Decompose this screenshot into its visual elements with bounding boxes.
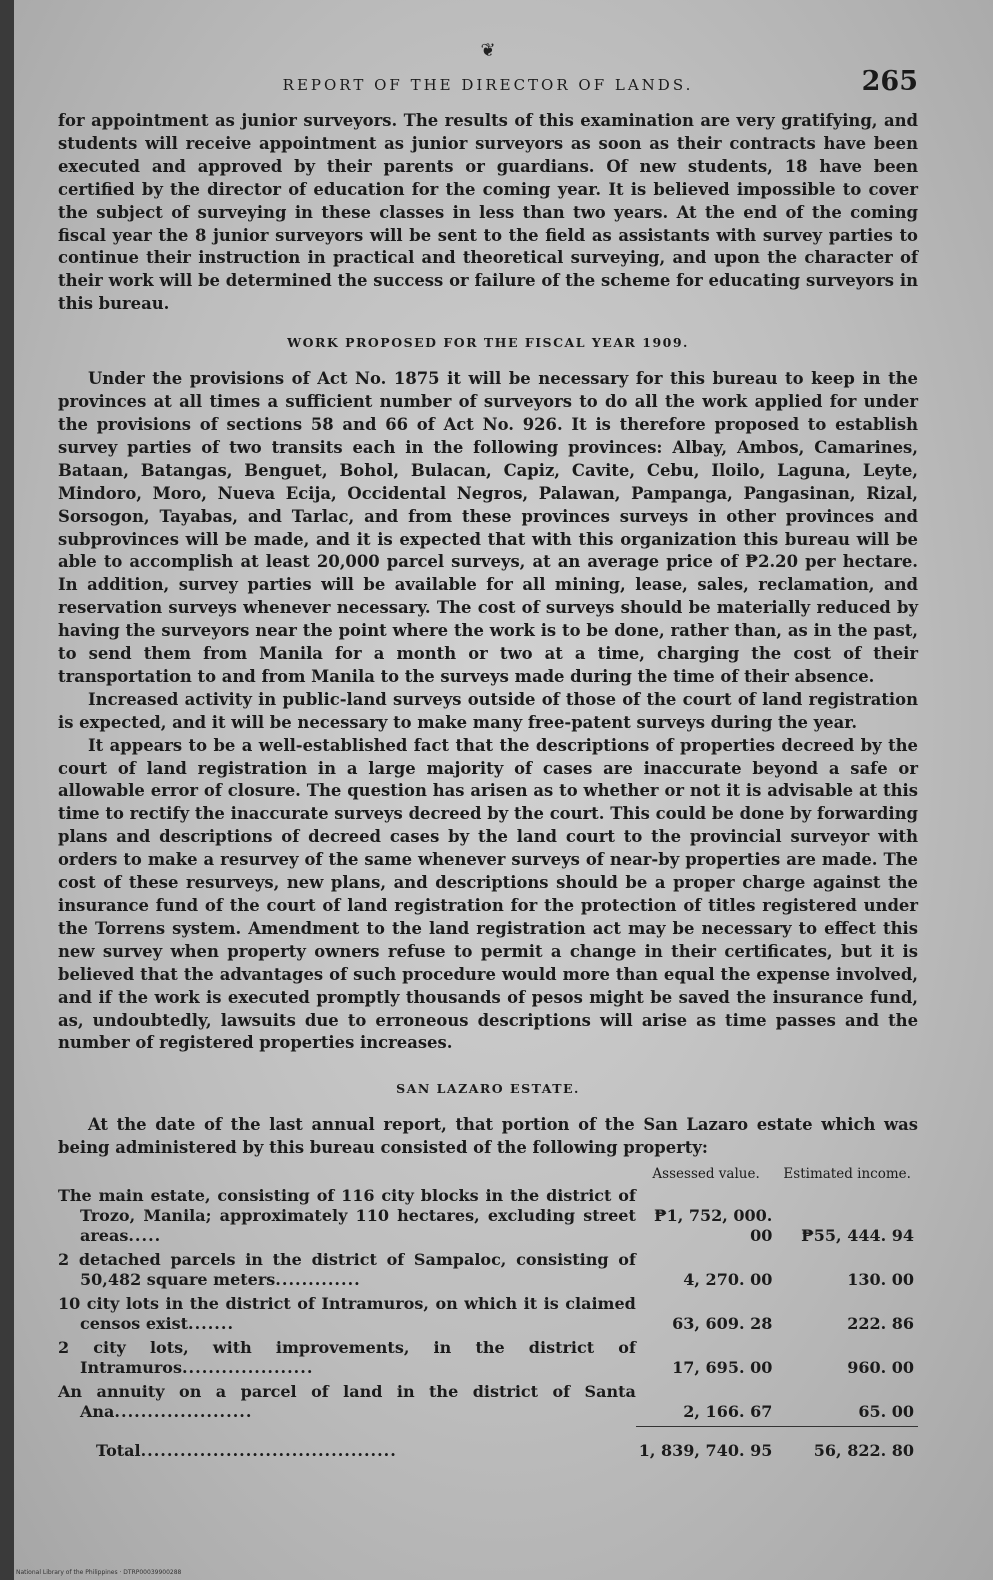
paragraph-act-1875: Under the provisions of Act No. 1875 it will be necessary for this bureau to keep in the provinces at all times a sufficient number of surveyors to do all the work applied for under the provisions of sections 58 and 66 of Act No. 926. It is therefore proposed to establish survey parties of two transits each in the following provinces: Albay, Ambos, Camarines, Bataan, Batangas, Benguet, Bohol, Bulacan, Capiz, Cavite, Cebu, Iloilo, Laguna, Leyte, Mindoro, Moro, Nueva Ecija, Occidental Negros, Palawan, Pampanga, Pangasinan, Rizal, Sorsogon, Tayabas, and Tarlac, and from these provinces surveys in other provinces and subprovinces will be made, and it is expected that with this organization this bureau will be able to accomplish at least 20,000 parcel surveys, at an average price of ₱2.20 per hectare. In addition, survey parties will be available for all mining, lease, sales, reclamation, and reservation surveys whenever necessary. The cost of surveys should be materially reduced by having the surveyors near the point where the work is to be done, rather than, as in the past, to send them from Manila for a month or two at a time, charging the cost of their transportation to and from Manila to the surveys made during the time of their absence. xyxy=(58,369,918,686)
ornament-mark: ❦ xyxy=(480,40,496,61)
row-income: 65. 00 xyxy=(858,1401,914,1421)
section-heading-san-lazaro: SAN LAZARO ESTATE. xyxy=(396,1081,580,1097)
row-description: The main estate, consisting of 116 city blocks in the district of Trozo, Manila; approximately 110 hectares, excluding street areas..... xyxy=(58,1186,636,1246)
total-income: 56, 822. 80 xyxy=(776,1426,918,1461)
page-header xyxy=(58,66,918,110)
row-assessed: 4, 270. 00 xyxy=(683,1270,773,1290)
row-description: 2 detached parcels in the district of Sampaloc, consisting of 50,482 square meters............. xyxy=(58,1250,636,1290)
table-row xyxy=(58,1186,918,1250)
table-total-row xyxy=(58,1426,918,1461)
table-header-row xyxy=(58,1166,918,1186)
row-income: ₱55, 444. 94 xyxy=(801,1226,914,1246)
total-assessed: 1, 839, 740. 95 xyxy=(636,1426,777,1461)
col-income-header: Estimated income. xyxy=(783,1166,911,1183)
row-income: 960. 00 xyxy=(847,1358,914,1378)
table-row xyxy=(58,1338,918,1382)
total-label: Total....................................... xyxy=(96,1440,397,1460)
property-table xyxy=(58,1166,918,1461)
paragraph-san-lazaro-intro: At the date of the last annual report, that portion of the San Lazaro estate which was being administered by this bureau consisted of the following property: xyxy=(58,1115,918,1158)
section-heading-work-proposed: WORK PROPOSED FOR THE FISCAL YEAR 1909. xyxy=(287,335,689,351)
running-title: REPORT OF THE DIRECTOR OF LANDS. xyxy=(282,76,694,94)
library-stamp: National Library of the Philippines · DTRP00039900288 xyxy=(16,1569,182,1576)
row-income: 130. 00 xyxy=(847,1270,914,1290)
row-assessed: 17, 695. 00 xyxy=(672,1358,773,1378)
document-page xyxy=(14,0,993,1580)
row-description: 2 city lots, with improvements, in the district of Intramuros.................... xyxy=(58,1338,636,1378)
col-assessed-header: Assessed value. xyxy=(652,1166,760,1183)
row-assessed: 2, 166. 67 xyxy=(683,1401,773,1421)
table-row xyxy=(58,1294,918,1338)
continued-paragraph: for appointment as junior surveyors. The results of this examination are very gratifying, and students will receive appointment as junior surveyors as soon as their contracts have been executed and approved by their parents or guardians. Of new students, 18 have been certified by the director of education for the coming year. It is believed impossible to cover the subject of surveying in these classes in less than two years. At the end of the coming fiscal year the 8 junior surveyors will be sent to the field as assistants with survey parties to continue their instruction in practical and theoretical surveying, and upon the character of their work will be determined the success or failure of the scheme for educating surveyors in this bureau. xyxy=(58,111,918,314)
row-description: An annuity on a parcel of land in the district of Santa Ana..................... xyxy=(58,1382,636,1422)
row-assessed: 63, 609. 28 xyxy=(672,1314,773,1334)
row-income: 222. 86 xyxy=(847,1314,914,1334)
paragraph-descriptions: It appears to be a well-established fact that the descriptions of properties decreed by the court of land registration in a large majority of cases are inaccurate beyond a safe or allowable error of closure. The question has arisen as to whether or not it is advisable at this time to rectify the inaccurate surveys decreed by the court. This could be done by forwarding plans and descriptions of decreed cases by the land court to the provincial surveyor with orders to make a resurvey of the same whenever surveys of near-by properties are made. The cost of these resurveys, new plans, and descriptions should be a proper charge against the insurance fund of the court of land registration for the protection of titles registered under the Torrens system. Amendment to the land registration act may be necessary to effect this new survey when property owners refuse to permit a change in their certificates, but it is believed that the advantages of such procedure would more than equal the expense involved, and if the work is executed promptly thousands of pesos might be saved the insurance fund, as, undoubtedly, lawsuits due to erroneous descriptions will arise as time passes and the number of registered properties increases. xyxy=(58,735,918,1053)
row-description: 10 city lots in the district of Intramuros, on which it is claimed censos exist....... xyxy=(58,1294,636,1334)
table-row xyxy=(58,1250,918,1294)
row-assessed: ₱1, 752, 000. 00 xyxy=(653,1206,773,1246)
paragraph-public-land: Increased activity in public-land surveys outside of those of the court of land registration is expected, and it will be necessary to make many free-patent surveys during the year. xyxy=(58,689,918,732)
table-row xyxy=(58,1382,918,1426)
page-content xyxy=(58,40,918,1461)
page-number: 265 xyxy=(861,66,918,97)
